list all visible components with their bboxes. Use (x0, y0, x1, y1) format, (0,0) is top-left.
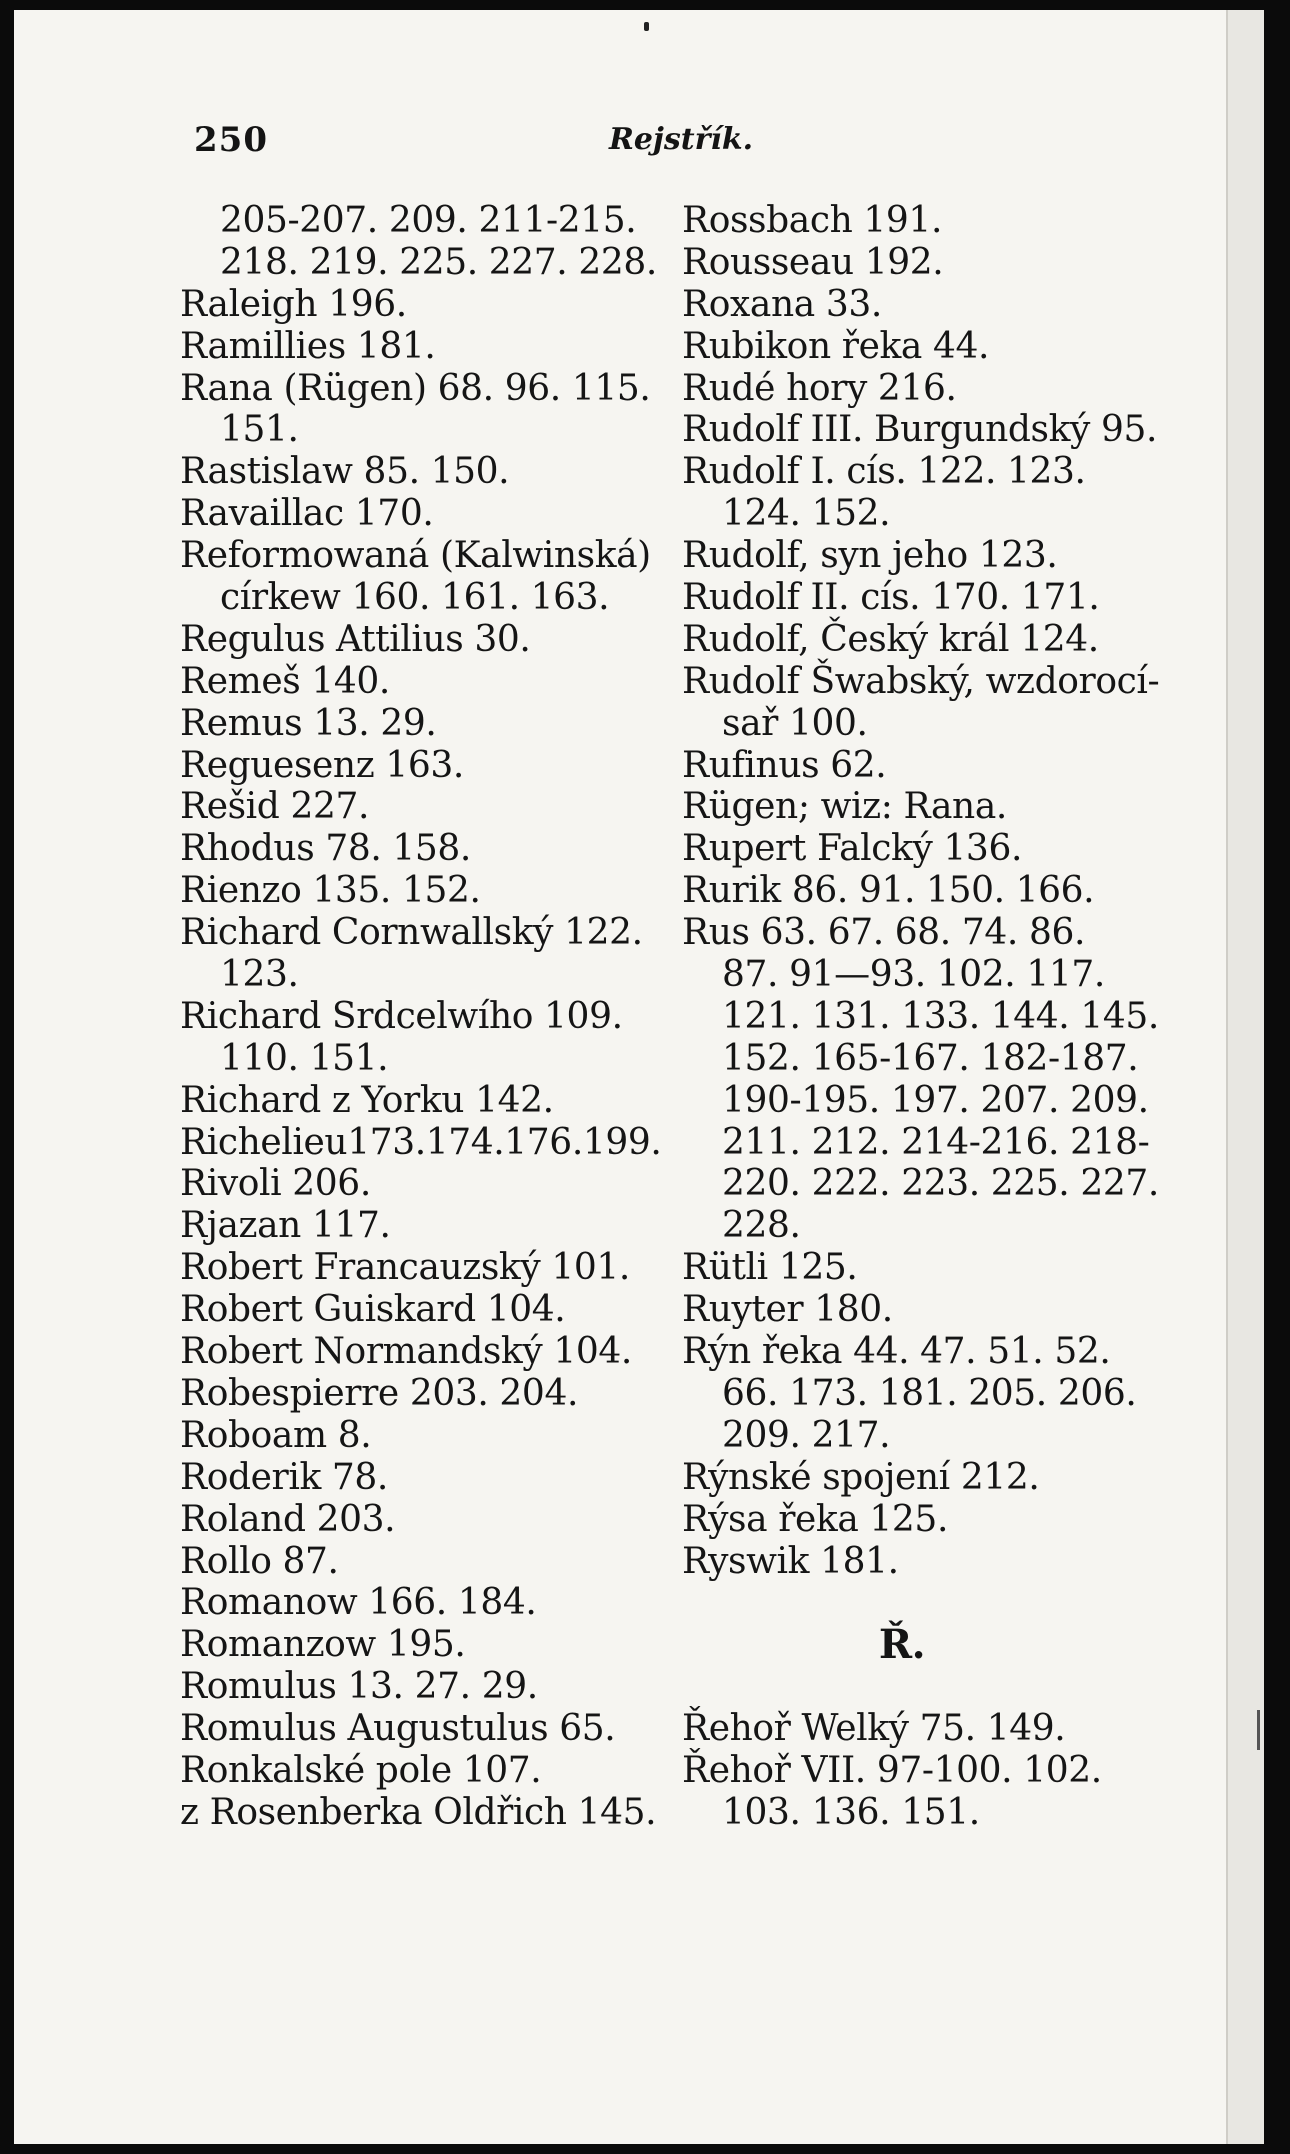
index-entry-line: Roland 203. (180, 1498, 396, 1540)
index-entry-line: 152. 165-167. 182-187. (722, 1037, 1139, 1079)
index-entry-line: Rus 63. 67. 68. 74. 86. (682, 912, 1086, 954)
index-entry-line: 124. 152. (722, 493, 891, 535)
index-entry-line: Rütli 125. (682, 1247, 858, 1289)
index-entry-line: Robespierre 203. 204. (180, 1372, 578, 1414)
index-entry-line: Rivoli 206. (180, 1163, 371, 1205)
index-entry-line: 209. 217. (722, 1414, 891, 1456)
index-entry-line: Rýnské spojení 212. (682, 1456, 1040, 1498)
index-entry-line: Ravaillac 170. (180, 493, 434, 535)
index-entry-line: Regulus Attilius 30. (180, 618, 531, 660)
index-entry-line: Řehoř Welký 75. 149. (682, 1708, 1066, 1750)
index-entry-line: Robert Francauzský 101. (180, 1247, 630, 1289)
index-entry-line: Raleigh 196. (180, 283, 407, 325)
page-number: 250 (194, 120, 268, 160)
index-entry-line: Rousseau 192. (682, 241, 944, 283)
index-entry-line: Rastislaw 85. 150. (180, 451, 510, 493)
index-entry-line: Roxana 33. (682, 283, 882, 325)
index-entry-line: Richelieu173.174.176.199. (180, 1121, 662, 1163)
running-head (184, 120, 764, 170)
index-entry-line: Rjazan 117. (180, 1205, 391, 1247)
index-entry-line: Rufinus 62. (682, 744, 887, 786)
index-entry-line: Rýn řeka 44. 47. 51. 52. (682, 1331, 1111, 1373)
page-edge (1226, 10, 1264, 2144)
book-page (14, 10, 1264, 2144)
index-entry-line: Rurik 86. 91. 150. 166. (682, 870, 1095, 912)
index-entry-line: Rýsa řeka 125. (682, 1498, 948, 1540)
edge-mark (1257, 1710, 1260, 1750)
index-entry-line: Rügen; wiz: Rana. (682, 786, 1007, 828)
index-entry-line: Romulus 13. 27. 29. (180, 1666, 538, 1708)
index-entry-line: Romanzow 195. (180, 1624, 466, 1666)
index-entry-line: Romulus Augustulus 65. (180, 1708, 616, 1750)
index-entry-line: Remeš 140. (180, 660, 390, 702)
index-entry-line: 205-207. 209. 211-215. (220, 200, 637, 241)
index-entry-line: 87. 91—93. 102. 117. (722, 954, 1105, 996)
index-entry-line: 211. 212. 214-216. 218- (722, 1121, 1150, 1163)
index-entry-line: Rudolf, syn jeho 123. (682, 535, 1058, 577)
index-entry-line: Rudolf, Český král 124. (682, 618, 1099, 660)
header-title: Rejstřík. (609, 122, 754, 157)
index-entry-line: Rudolf I. cís. 122. 123. (682, 451, 1086, 493)
index-entry-line: z Rosenberka Oldřich 145. (180, 1791, 657, 1833)
index-entry-line: 220. 222. 223. 225. 227. (722, 1163, 1159, 1205)
index-entry-line: Richard z Yorku 142. (180, 1079, 554, 1121)
index-entry-line: Rana (Rügen) 68. 96. 115. (180, 367, 651, 409)
index-entry-line: Ronkalské pole 107. (180, 1749, 542, 1791)
section-letter-heading: Ř. (878, 1621, 926, 1669)
index-entry-line: 218. 219. 225. 227. 228. (220, 241, 657, 283)
index-entry-line: Reformowaná (Kalwinská) (180, 535, 651, 577)
index-entry-line: 110. 151. (220, 1037, 389, 1079)
index-entry-line: Roboam 8. (180, 1414, 372, 1456)
index-entry-line: Remus 13. 29. (180, 702, 437, 744)
index-entry-line: Rollo 87. (180, 1540, 339, 1582)
index-entry-line: Rossbach 191. (682, 200, 942, 241)
ink-speck (644, 22, 649, 31)
index-entry-line: 121. 131. 133. 144. 145. (722, 995, 1159, 1037)
index-entry-line: Rhodus 78. 158. (180, 828, 471, 870)
index-entry-line: Ruyter 180. (682, 1289, 893, 1331)
index-entry-line: Rudé hory 216. (682, 367, 957, 409)
index-entry-line: Richard Srdcelwího 109. (180, 995, 623, 1037)
index-entry-line: 123. (220, 954, 299, 996)
index-entry-line: 151. (220, 409, 299, 451)
index-entry-line: Rupert Falcký 136. (682, 828, 1022, 870)
index-entry-line: sař 100. (722, 702, 868, 744)
index-entry-line: Romanow 166. 184. (180, 1582, 537, 1624)
index-entry-line: Rudolf II. cís. 170. 171. (682, 577, 1100, 619)
index-entry-line: Rudolf Šwabský, wzdorocí- (682, 660, 1160, 702)
index-entry-line: Ryswik 181. (682, 1540, 899, 1582)
index-entry-line: Roderik 78. (180, 1456, 388, 1498)
index-entry-line: Ramillies 181. (180, 325, 436, 367)
index-entry-line: Rubikon řeka 44. (682, 325, 990, 367)
index-entry-line: Richard Cornwallský 122. (180, 912, 643, 954)
index-column-left (180, 200, 670, 1834)
index-entry-line: Robert Normandský 104. (180, 1331, 632, 1373)
index-entry-line: Rešid 227. (180, 786, 370, 828)
index-entry-line: Rudolf III. Burgundský 95. (682, 409, 1158, 451)
index-column-right (682, 200, 1202, 1834)
index-entry-line: 190-195. 197. 207. 209. (722, 1079, 1149, 1121)
index-entry-line: 66. 173. 181. 205. 206. (722, 1372, 1137, 1414)
index-entry-line: Robert Guiskard 104. (180, 1289, 566, 1331)
index-entry-line: Rienzo 135. 152. (180, 870, 481, 912)
index-entry-line: Řehoř VII. 97-100. 102. (682, 1749, 1102, 1791)
index-entry-line: církew 160. 161. 163. (220, 577, 610, 619)
index-entry-line: 228. (722, 1205, 801, 1247)
index-entry-line: Reguesenz 163. (180, 744, 464, 786)
index-entry-line: 103. 136. 151. (722, 1791, 980, 1833)
